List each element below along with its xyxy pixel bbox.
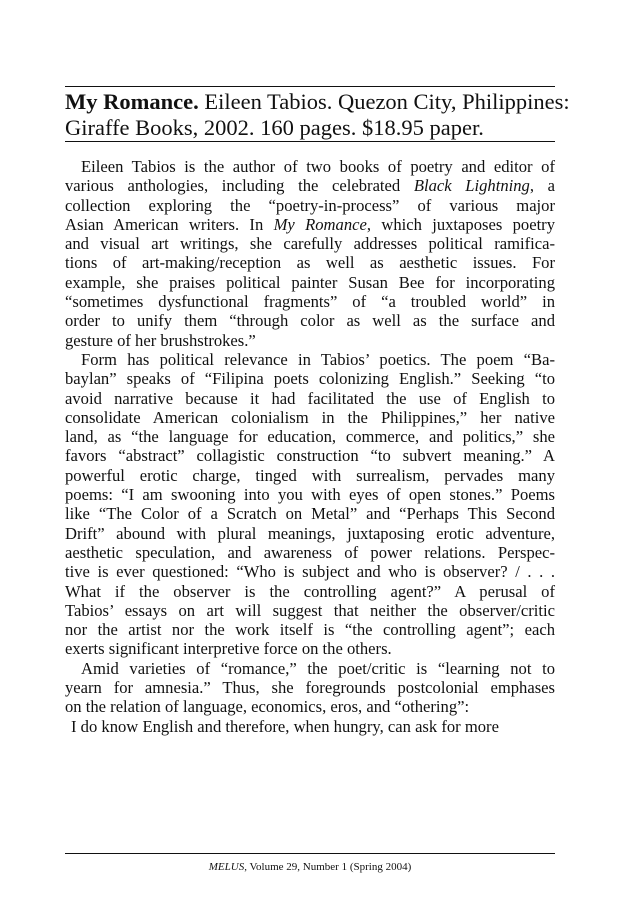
body-line: like “The Color of a Scratch on Metal” and “Perhaps This Second [65, 504, 555, 524]
journal-issue: , Volume 29, Number 1 (Spring 2004) [244, 861, 412, 873]
body-line: Form has political relevance in Tabios’ poetics. The poem “Ba- [81, 349, 555, 369]
book-title: My Romance. [65, 89, 199, 114]
publication-place: Quezon City, Philippines: [337, 89, 570, 114]
review-header-line-1 [65, 89, 570, 115]
body-line: What if the observer is the controlling agent?” A perusal of [65, 581, 555, 601]
body-line: tions of art-making/reception as well as aesthetic issues. For [65, 253, 555, 273]
body-line: “sometimes dysfunctional fragments” of “a troubled world” in [65, 292, 555, 312]
body-line: example, she praises political painter Susan Bee for incorporating [65, 272, 555, 292]
review-body [65, 157, 555, 736]
quoted-poem-line: I do know English and therefore, when hungry, can ask for more [71, 716, 499, 736]
body-line: powerful erotic charge, tinged with surrealism, pervades many [65, 465, 555, 485]
body-line: and visual art writings, she carefully addresses political ramifica- [65, 234, 555, 254]
body-line: collection exploring the “poetry-in-process” of various major [65, 195, 555, 215]
journal-footer [65, 861, 555, 873]
body-line: on the relation of language, economics, eros, and “othering”: [65, 697, 470, 717]
body-line: Asian American writers. In My Romance, which juxtaposes poetry [65, 214, 555, 234]
review-header [65, 89, 570, 141]
body-line: Amid varieties of “romance,” the poet/critic is “learning not to [81, 658, 555, 678]
body-line: tive is ever questioned: “Who is subject and who is observer? / . . . [65, 562, 555, 582]
body-line: Eileen Tabios is the author of two books of poetry and editor of [81, 157, 555, 176]
header-top-rule [65, 86, 555, 87]
body-line: poems: “I am swooning into you with eyes of open stones.” Poems [65, 485, 555, 505]
body-line: yearn for amnesia.” Thus, she foregrounds postcolonial emphases [65, 678, 555, 698]
body-line: baylan” speaks of “Filipina poets colonizing English.” Seeking “to [65, 369, 555, 389]
body-line: order to unify them “through color as well as the surface and [65, 311, 555, 331]
review-header-line-2: Giraffe Books, 2002. 160 pages. $18.95 paper. [65, 115, 484, 140]
journal-name: MELUS [208, 861, 245, 873]
body-line: favors “abstract” collagistic construction “to subvert meaning.” A [65, 446, 555, 466]
footer-rule [65, 853, 555, 854]
header-bottom-rule [65, 141, 555, 142]
body-line: aesthetic speculation, and awareness of power relations. Perspec- [65, 542, 555, 562]
body-line: various anthologies, including the celebrated Black Lightning, a [65, 176, 555, 196]
body-line: gesture of her brushstrokes.” [65, 330, 256, 350]
italic-title: Black Lightning [413, 176, 530, 196]
body-line: land, as “the language for education, commerce, and politics,” she [65, 427, 555, 447]
italic-title: My Romance [273, 214, 367, 234]
body-line: Tabios’ essays on art will suggest that neither the observer/critic [65, 600, 555, 620]
body-line: Drift” abound with plural meanings, juxtaposing erotic adventure, [65, 523, 555, 543]
body-line: exerts significant interpretive force on the others. [65, 639, 392, 659]
body-line: consolidate American colonialism in the Philippines,” her native [65, 407, 555, 427]
body-line: nor the artist nor the work itself is “the controlling agent”; each [65, 620, 555, 640]
book-author: Eileen Tabios. [204, 89, 333, 114]
body-line: avoid narrative because it had facilitated the use of English to [65, 388, 555, 408]
